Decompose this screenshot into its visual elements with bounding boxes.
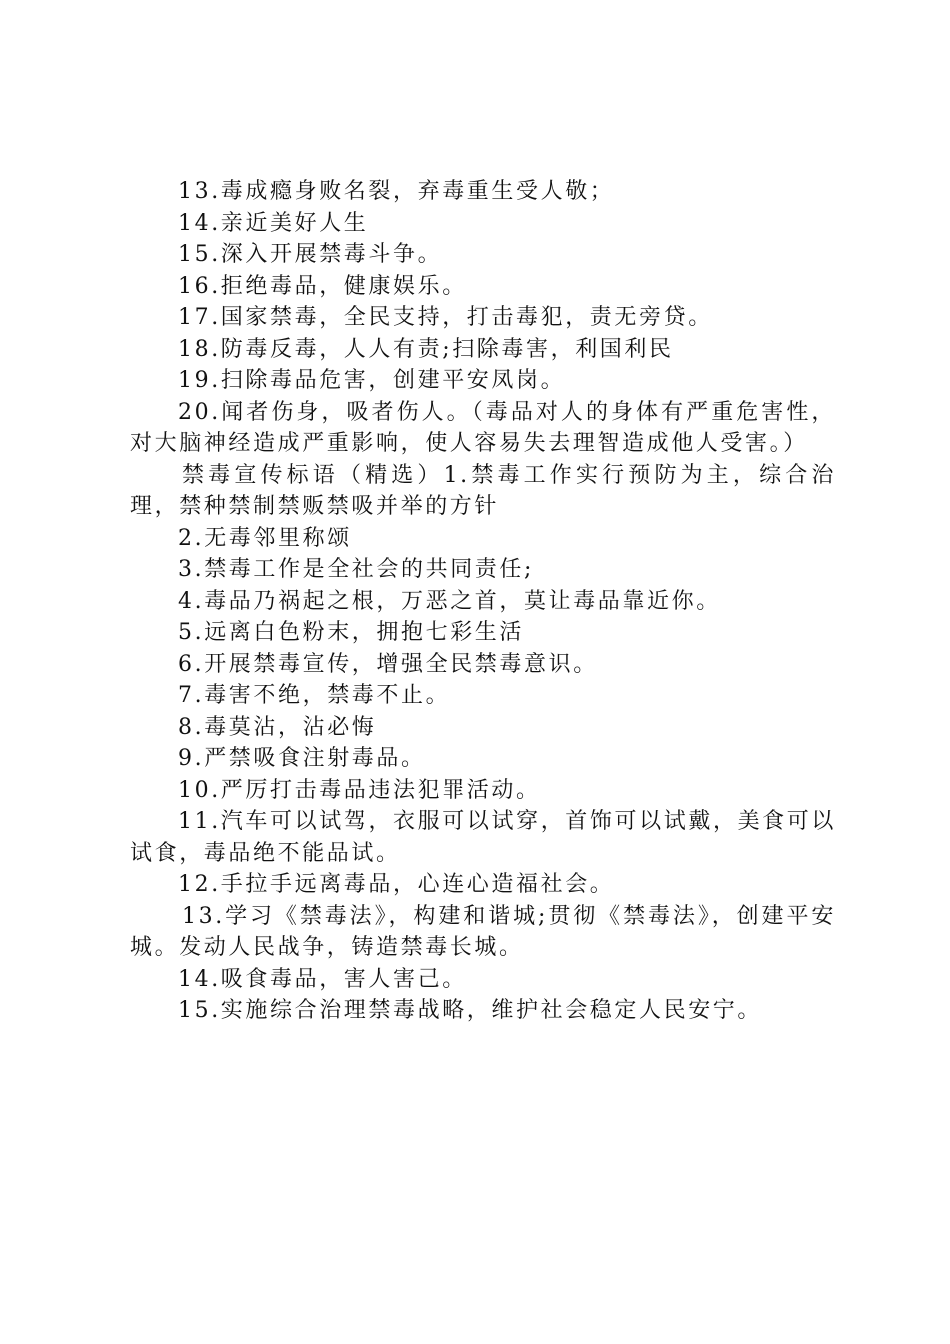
paragraph: 11.汽车可以试驾，衣服可以试穿，首饰可以试戴，美食可以试食，毒品绝不能品试。: [130, 809, 836, 866]
paragraph: 13.学习《禁毒法》，构建和谐城;贯彻《禁毒法》，创建平安城。发动人民战争，铸造禁毒长城。: [130, 903, 836, 960]
paragraph: 15.实施综合治理禁毒战略，维护社会稳定人民安宁。: [178, 998, 762, 1023]
paragraph: 7.毒害不绝，禁毒不止。: [178, 683, 451, 708]
paragraph: 14.吸食毒品，害人害己。: [178, 966, 467, 992]
paragraph: 8.毒莫沾，沾必悔: [178, 714, 377, 740]
section-heading-paragraph: 禁毒宣传标语（精选）1.禁毒工作实行预防为主，综合治理，禁种禁制禁贩禁吸并举的方针: [130, 462, 836, 519]
document-body: [130, 176, 836, 1027]
paragraph: 2.无毒邻里称颂: [178, 525, 352, 551]
paragraph: 18.防毒反毒，人人有责;扫除毒害，利国利民: [178, 336, 674, 362]
paragraph: 17.国家禁毒，全民支持，打击毒犯，责无旁贷。: [178, 305, 713, 330]
paragraph: 12.手拉手远离毒品，心连心造福社会。: [178, 872, 615, 897]
paragraph: 20.闻者伤身，吸者伤人。（毒品对人的身体有严重危害性，对大脑神经造成严重影响，使人容易失去理智造成他人受害。）: [130, 399, 836, 456]
paragraph: 5.远离白色粉末，拥抱七彩生活: [178, 620, 524, 645]
paragraph: 4.毒品乃祸起之根，万恶之首，莫让毒品靠近你。: [178, 588, 721, 614]
paragraph: 9.严禁吸食注射毒品。: [178, 746, 426, 771]
paragraph: 6.开展禁毒宣传，增强全民禁毒意识。: [178, 651, 598, 677]
paragraph: 3.禁毒工作是全社会的共同责任;: [178, 557, 535, 582]
paragraph: 14.亲近美好人生: [178, 210, 369, 236]
paragraph: 16.拒绝毒品，健康娱乐。: [178, 273, 467, 299]
paragraph: 10.严厉打击毒品违法犯罪活动。: [178, 777, 541, 803]
paragraph: 15.深入开展禁毒斗争。: [178, 242, 443, 267]
paragraph: 13.毒成瘾身败名裂，弃毒重生受人敬；: [178, 179, 615, 204]
paragraph: 19.扫除毒品危害，创建平安凤岗。: [178, 368, 566, 393]
